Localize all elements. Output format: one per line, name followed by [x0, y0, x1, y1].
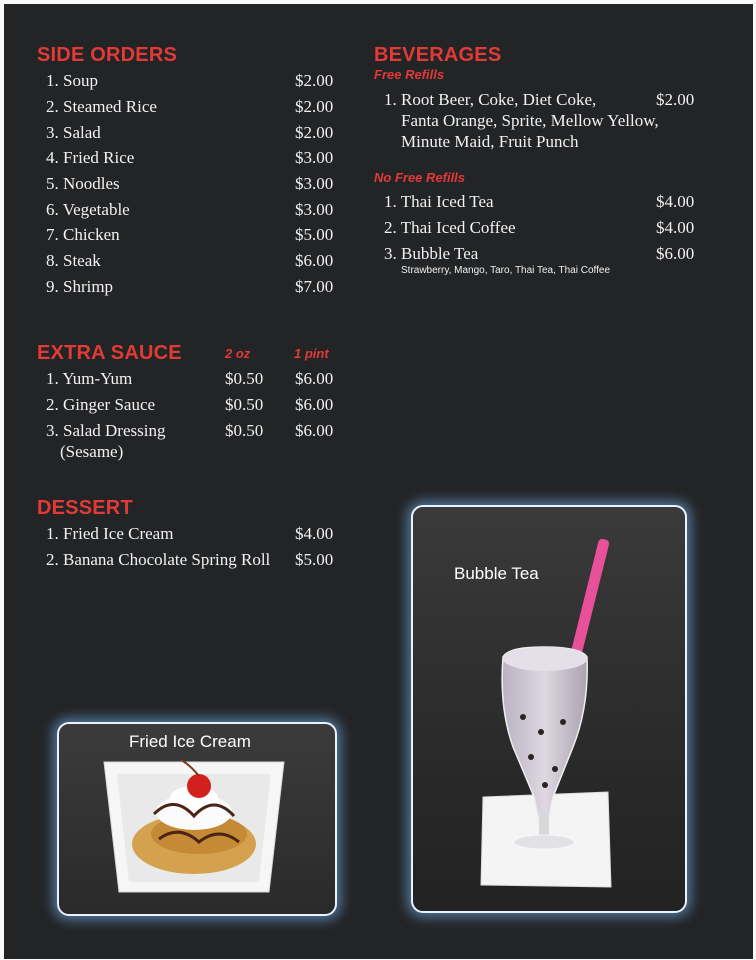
sauce-name-detail: (Sesame) [60, 442, 124, 461]
side-order-price: $3.00 [295, 174, 334, 193]
sauce-name: 1. Yum-Yum [46, 369, 133, 388]
beverage-name: 1. Thai Iced Tea [384, 192, 494, 211]
bubble-tea-photo [411, 505, 687, 913]
sauce-price-pint: $6.00 [295, 395, 334, 414]
beverages-heading: BEVERAGES [374, 44, 502, 66]
bubble-tea-flavors: Strawberry, Mango, Taro, Thai Tea, Thai Coffee [401, 265, 611, 276]
beverage-price: $4.00 [656, 218, 695, 237]
fried-ice-cream-caption: Fried Ice Cream [129, 732, 251, 751]
sauce-name: 3. Salad Dressing [46, 421, 166, 440]
side-order-name: 2. Steamed Rice [46, 97, 157, 116]
sauce-price-2oz: $0.50 [225, 369, 264, 388]
sauce-name: 2. Ginger Sauce [46, 395, 156, 414]
side-order-price: $2.00 [295, 71, 334, 90]
dessert-price: $4.00 [295, 524, 334, 543]
side-order-price: $2.00 [295, 123, 334, 142]
free-refills-label: Free Refills [374, 67, 445, 82]
side-order-name: 3. Salad [46, 123, 101, 142]
side-order-price: $5.00 [295, 225, 334, 244]
side-order-price: $3.00 [295, 148, 334, 167]
side-order-name: 8. Steak [46, 251, 101, 270]
fountain-drinks-line1: 1. Root Beer, Coke, Diet Coke, [384, 90, 597, 109]
sauce-price-2oz: $0.50 [225, 395, 264, 414]
sauce-size-2oz-label: 2 oz [225, 346, 251, 361]
fountain-drinks-line2: Fanta Orange, Sprite, Mellow Yellow, [401, 111, 659, 130]
side-order-price: $7.00 [295, 277, 334, 296]
beverage-price: $6.00 [656, 244, 695, 263]
fountain-drinks-line3: Minute Maid, Fruit Punch [401, 132, 579, 151]
side-order-name: 4. Fried Rice [46, 148, 135, 167]
sauce-price-pint: $6.00 [295, 421, 334, 440]
fried-ice-cream-drawing [59, 724, 335, 914]
side-order-price: $2.00 [295, 97, 334, 116]
side-order-name: 5. Noodles [46, 174, 120, 193]
dessert-price: $5.00 [295, 550, 334, 569]
dessert-name: 2. Banana Chocolate Spring Roll [46, 550, 271, 569]
menu-page [4, 4, 753, 959]
dessert-name: 1. Fried Ice Cream [46, 524, 174, 543]
side-order-price: $3.00 [295, 200, 334, 219]
side-order-name: 7. Chicken [46, 225, 120, 244]
sauce-size-pint-label: 1 pint [294, 346, 329, 361]
beverage-name: 3. Bubble Tea [384, 244, 479, 263]
bubble-tea-caption: Bubble Tea [454, 564, 539, 583]
beverage-price: $4.00 [656, 192, 695, 211]
sauce-price-pint: $6.00 [295, 369, 334, 388]
sauce-price-2oz: $0.50 [225, 421, 264, 440]
fountain-drinks-price: $2.00 [656, 90, 695, 109]
beverage-name: 2. Thai Iced Coffee [384, 218, 516, 237]
side-order-name: 6. Vegetable [46, 200, 130, 219]
side-orders-heading: SIDE ORDERS [37, 44, 178, 66]
no-free-refills-label: No Free Refills [374, 170, 466, 185]
fried-ice-cream-photo [57, 722, 337, 916]
dessert-heading: DESSERT [37, 497, 133, 519]
extra-sauce-heading: EXTRA SAUCE [37, 342, 182, 364]
side-order-name: 1. Soup [46, 71, 98, 90]
side-order-name: 9. Shrimp [46, 277, 114, 296]
bubble-tea-drawing [413, 507, 685, 911]
side-order-price: $6.00 [295, 251, 334, 270]
